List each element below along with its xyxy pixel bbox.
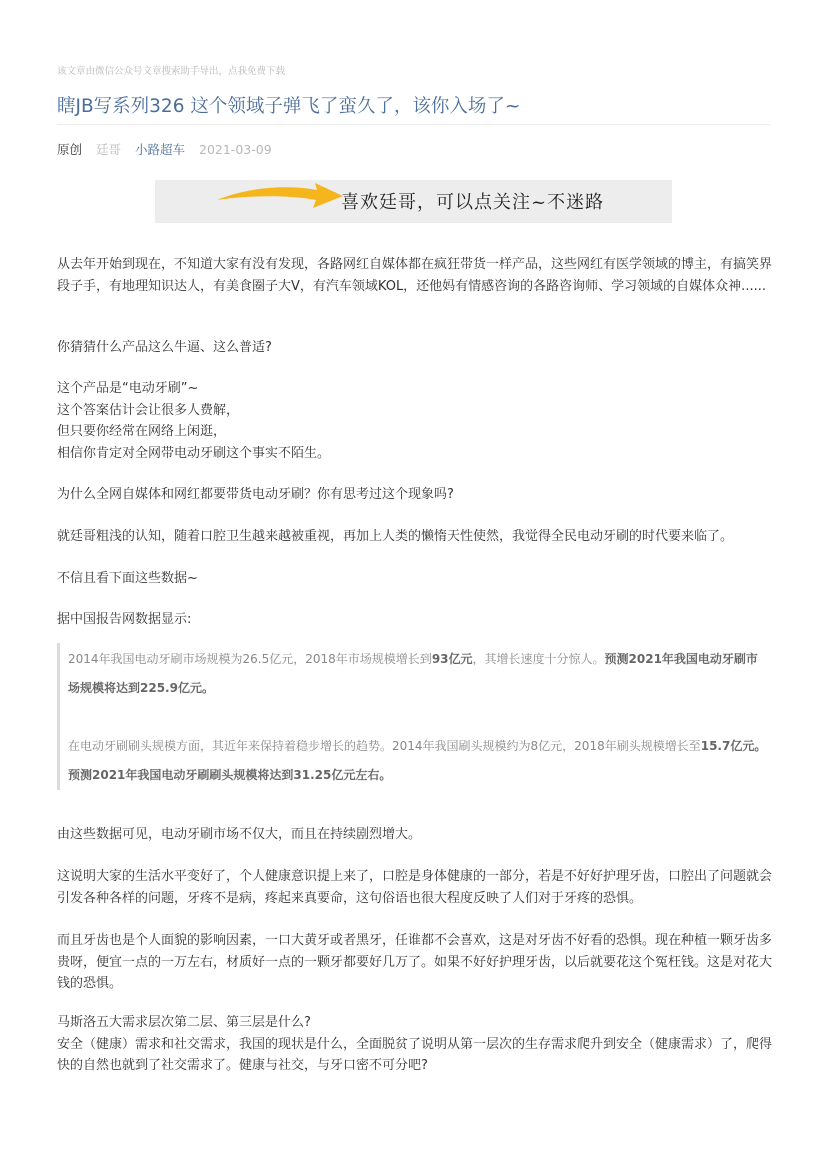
- paragraph-intro: 从去年开始到现在，不知道大家有没有发现，各路网红自媒体都在疯狂带货一样产品，这些网红有医学领域的博主，有搞笑界段子手，有地理知识达人，有美食圈子大V，有汽车领域KOL，还他妈有情感咨询的各路咨询师、学习领域的自媒体众神......: [57, 257, 773, 294]
- author-name: 廷哥: [96, 142, 122, 157]
- answer-line: 但只要你经常在网络上闲逛，: [57, 424, 227, 439]
- quote-brush-head: 在电动牙刷刷头规模方面，其近年来保持着稳步增长的趋势。2014年我国刷头规模约为8亿元，2018年刷头规模增长至15.7亿元。预测2021年我国电动牙刷刷头规模将达到31.25亿元左右。: [68, 739, 767, 782]
- paragraph-data-intro: 不信且看下面这些数据~: [57, 571, 198, 586]
- paragraph-opinion: 就廷哥粗浅的认知，随着口腔卫生越来越被重视，再加上人类的懒惰天性使然，我觉得全民电动牙刷的时代要来临了。: [57, 529, 734, 544]
- answer-line: 相信你肯定对全网带电动牙刷这个事实不陌生。: [57, 445, 331, 461]
- answer-line: 这个答案估计会让很多人费解，: [57, 402, 240, 418]
- export-notice-link[interactable]: 该文章由微信公众号文章搜索助手导出，点我免费下载: [57, 66, 286, 77]
- maslow-answer: 安全（健康）需求和社交需求，我国的现状是什么，全面脱贫了说明从第一层次的生存需求爬升到安全（健康需求）了，爬得快的自然也就到了社交需求了。健康与社交，与牙口密不可分吧?: [57, 1036, 773, 1073]
- paragraph-why: 为什么全网自媒体和网红都要带货电动牙刷？你有思考过这个现象吗?: [57, 487, 454, 502]
- quote-market-size: 2014年我国电动牙刷市场规模为26.5亿元，2018年市场规模增长到93亿元，其增长速度十分惊人。预测2021年我国电动牙刷市场规模将达到225.9亿元。: [68, 652, 758, 695]
- answer-line: 这个产品是“电动牙刷”~: [57, 381, 199, 396]
- publish-date: 2021-03-09: [199, 142, 272, 157]
- maslow-question: 马斯洛五大需求层次第二层、第三层是什么?: [57, 1015, 311, 1030]
- paragraph-answer: [57, 378, 772, 464]
- paragraph-question: 你猜猜什么产品这么牛逼、这么普适?: [57, 340, 272, 355]
- article-meta: [57, 140, 282, 158]
- paragraph-conclusion: 由这些数据可见，电动牙刷市场不仅大，而且在持续剧烈增大。: [57, 827, 422, 842]
- paragraph-appearance: 而且牙齿也是个人面貌的影响因素，一口大黄牙或者黑牙，任谁都不会喜欢，这是对牙齿不好看的恐惧。现在种植一颗牙齿多贵呀，便宜一点的一万左右，材质好一点的一颗牙都要好几万了。如果不好好护理牙齿，以后就要花这个冤枉钱。这是对花大钱的恐惧。: [57, 933, 773, 991]
- original-tag: 原创: [57, 142, 83, 157]
- follow-banner: [155, 180, 672, 223]
- banner-text: 喜欢廷哥，可以点关注~不迷路: [341, 192, 605, 213]
- article-title: 瞎JB写系列326 这个领域子弹飞了蛮久了，该你入场了~: [57, 96, 521, 117]
- swoosh-arrow-icon: [215, 182, 345, 220]
- paragraph-maslow: [57, 1012, 772, 1077]
- data-blockquote: [57, 643, 770, 790]
- account-name-link[interactable]: 小路超车: [135, 142, 186, 157]
- title-divider: [57, 124, 770, 125]
- paragraph-health: 这说明大家的生活水平变好了，个人健康意识提上来了，口腔是身体健康的一部分，若是不好好护理牙齿，口腔出了问题就会引发各种各样的问题，牙疼不是病，疼起来真要命，这句俗语也很大程度反映了人们对于牙疼的恐惧。: [57, 869, 773, 906]
- paragraph-source: 据中国报告网数据显示:: [57, 612, 192, 627]
